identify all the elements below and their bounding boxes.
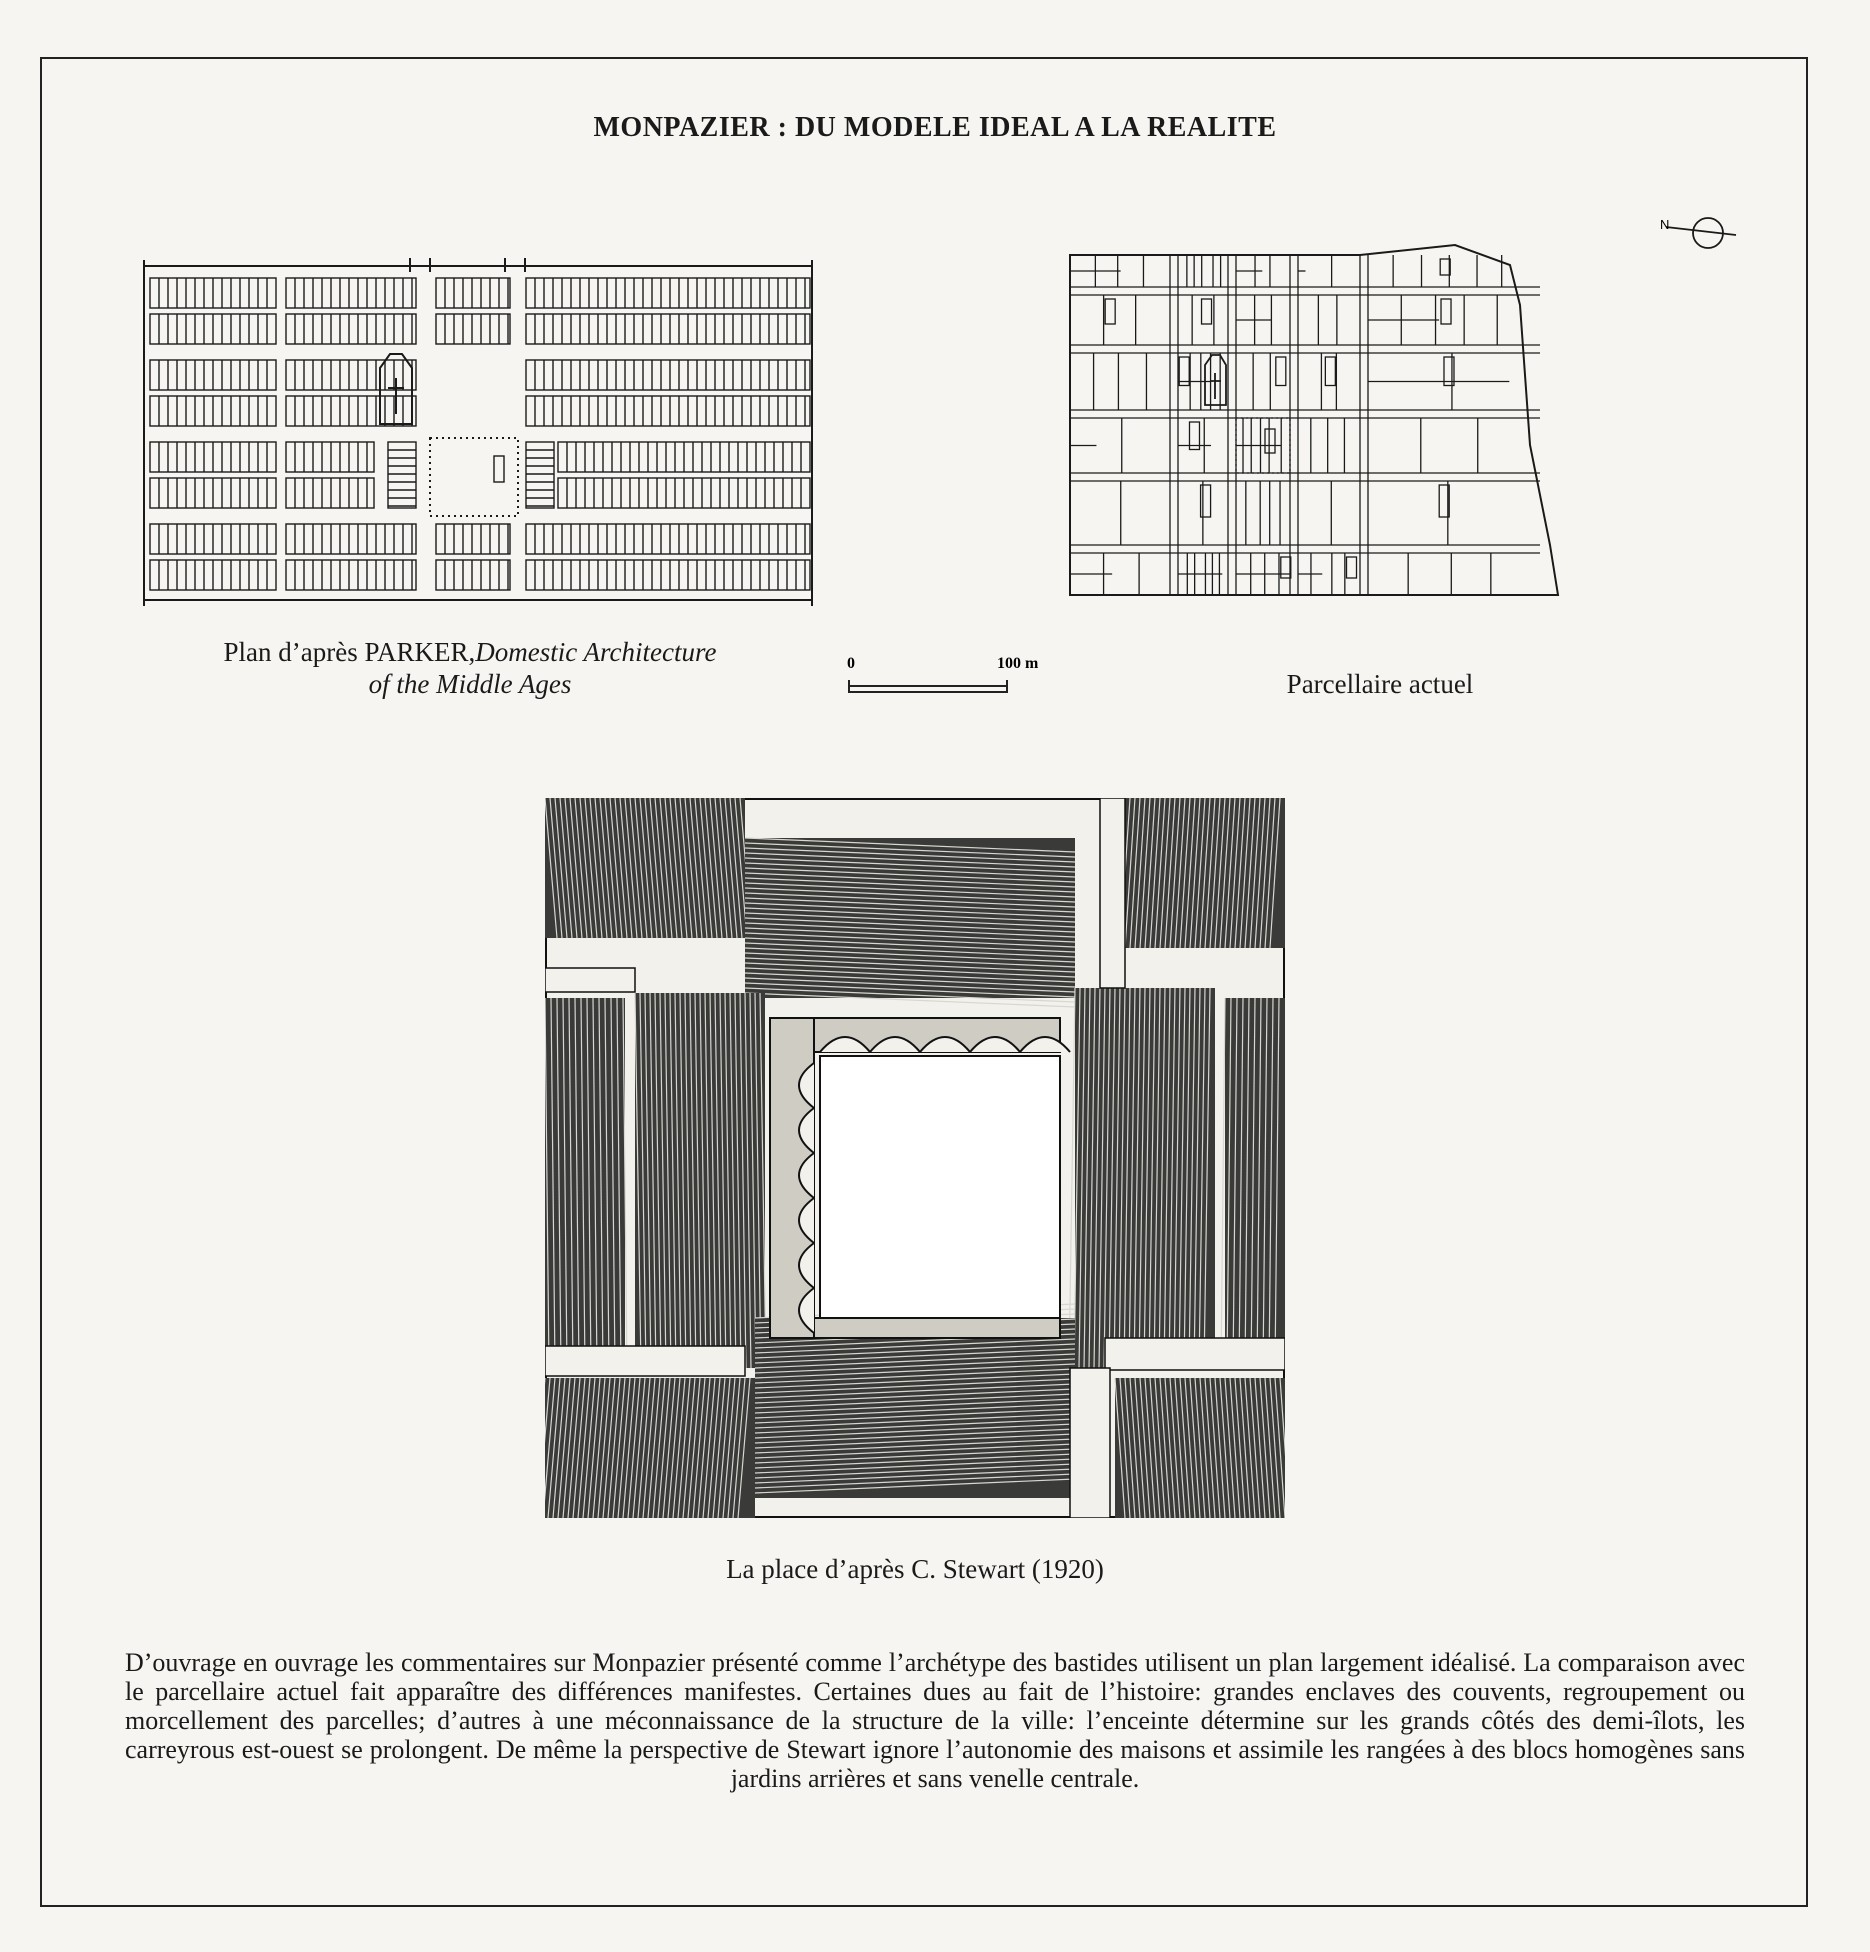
caption-work-line1: Domestic Architecture: [475, 637, 717, 667]
current-plan-caption: Parcellaire actuel: [1286, 669, 1474, 699]
page-title: MONPAZIER : DU MODELE IDEAL A LA REALITE: [593, 112, 1277, 143]
scale-start-label: 0: [847, 655, 855, 672]
perspective-caption: La place d’après C. Stewart (1920): [726, 1554, 1104, 1584]
stewart-perspective-drawing: [545, 798, 1285, 1518]
caption-prefix: Plan d’après: [223, 637, 365, 667]
scale-end-label: 100 m: [997, 655, 1039, 672]
current-parcel-plan-diagram: [1060, 205, 1740, 635]
parker-plan-diagram: [140, 258, 820, 608]
caption-author: PARKER: [364, 637, 469, 667]
north-label: N: [1660, 217, 1670, 232]
parker-plan-caption: Plan d’après PARKER,Domestic Architecture of the Middle Ages: [223, 637, 717, 699]
body-paragraph: D’ouvrage en ouvrage les commentaires sur Monpazier présenté comme l’archétype des bastides utilisent un plan largement idéalisé. La comparaison avec le parcellaire actuel fait apparaître des différences manifestes. Certaines dues au fait de l’histoire: grandes enclaves des couvents, regroupement ou morcellement des parcelles; d’autres à une méconnaissance de la structure de la ville: l’enceinte détermine sur les grands côtés des demi-îlots, les carreyrous est-ouest se prolongent. De même la perspective de Stewart ignore l’autonomie des maisons et assimile les rangées à des blocs homogènes sans jardins arrières et sans venelle centrale.: [125, 1648, 1745, 1793]
scale-bar: [845, 652, 1055, 702]
caption-work-line2: of the Middle Ages: [368, 669, 572, 699]
